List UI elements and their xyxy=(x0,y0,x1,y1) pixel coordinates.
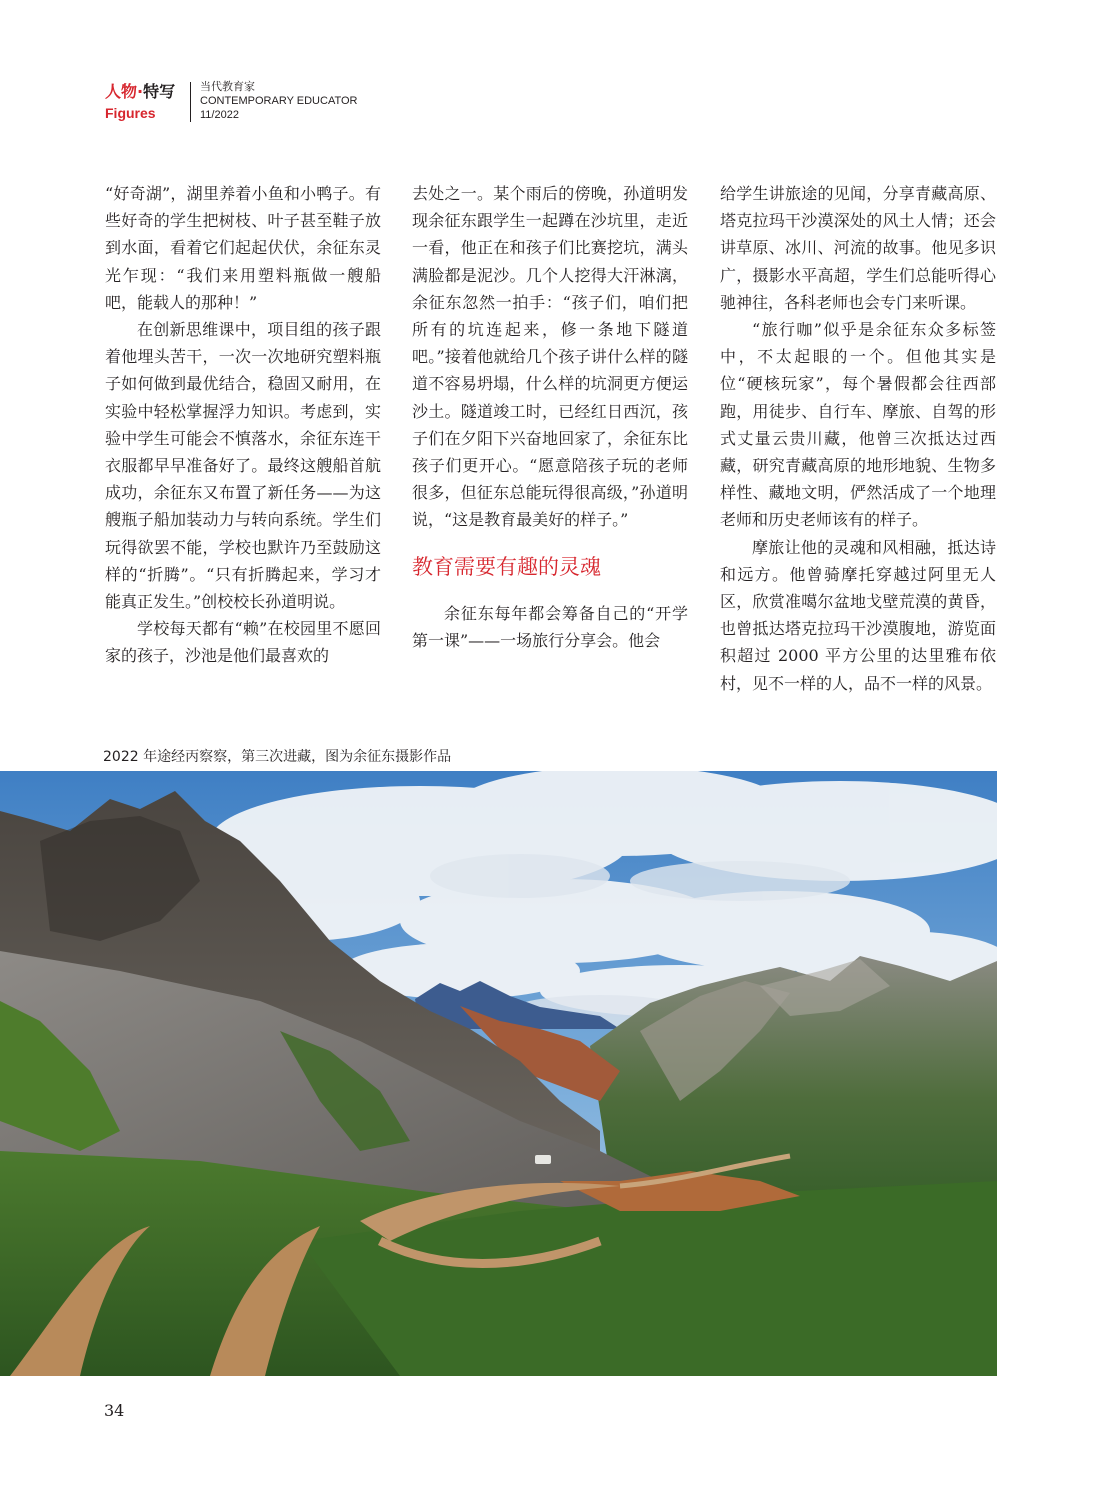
issue-number: 11/2022 xyxy=(200,109,239,121)
text-column-3 xyxy=(720,180,996,697)
section-title-en: Figures xyxy=(105,105,156,121)
header-divider xyxy=(190,82,191,122)
photo-caption: 2022 年途经丙察察，第三次进藏，图为余征东摄影作品 xyxy=(103,749,452,765)
magazine-info xyxy=(200,80,358,122)
magazine-name-en: CONTEMPORARY EDUCATOR xyxy=(200,95,358,107)
text-column-1 xyxy=(105,180,381,670)
paragraph: 摩旅让他的灵魂和风相融，抵达诗和远方。他曾骑摩托穿越过阿里无人区，欣赏准噶尔盆地戈壁荒漠的黄昏，也曾抵达塔克拉玛干沙漠腹地，游览面积超过 2000 平方公里的达里雅布依村，见不一样的人，品不一样的风景。 xyxy=(720,537,996,693)
section-heading: 教育需要有趣的灵魂 xyxy=(412,554,601,579)
page-number: 34 xyxy=(104,1401,125,1420)
paragraph: 学校每天都有“赖”在校园里不愿回家的孩子，沙池是他们最喜欢的 xyxy=(105,619,381,666)
paragraph: “旅行咖”似乎是余征东众多标签中，不太起眼的一个。但他其实是位“硬核玩家”，每个暑假都会往西部跑，用徒步、自行车、摩旅、自驾的形式丈量云贵川藏，他曾三次抵达过西藏，研究青藏高原的地形地貌、生物多样性、藏地文明，俨然活成了一个地理老师和历史老师该有的样子。 xyxy=(720,320,996,530)
section-label xyxy=(105,82,175,122)
paragraph: 给学生讲旅途的见闻，分享青藏高原、塔克拉玛干沙漠深处的风土人情；还会讲草原、冰川、河流的故事。他见多识广，摄影水平高超，学生们总能听得心驰神往，各科老师也会专门来听课。 xyxy=(720,184,996,312)
paragraph: “好奇湖”，湖里养着小鱼和小鸭子。有些好奇的学生把树枝、叶子甚至鞋子放到水面，看着它们起起伏伏，余征东灵光乍现：“我们来用塑料瓶做一艘船吧，能载人的那种！” xyxy=(105,184,381,312)
paragraph: 余征东每年都会筹备自己的“开学第一课”——一场旅行分享会。他会 xyxy=(412,603,688,650)
landscape-illustration xyxy=(0,771,997,1376)
section-title: 人物·特写 xyxy=(105,82,176,101)
mountain-landscape-photo xyxy=(0,771,997,1376)
magazine-name-cn: 当代教育家 xyxy=(200,81,255,93)
paragraph: 在创新思维课中，项目组的孩子跟着他埋头苦干，一次一次地研究塑料瓶子如何做到最优结合，稳固又耐用，在实验中轻松掌握浮力知识。考虑到，实验中学生可能会不慎落水，余征东连干衣服都早早准备好了。最终这艘船首航成功，余征东又布置了新任务——为这艘瓶子船加装动力与转向系统。学生们玩得欲罢不能，学校也默许乃至鼓励这样的“折腾”。“只有折腾起来，学习才能真正发生。”创校校长孙道明说。 xyxy=(105,320,381,612)
paragraph: 去处之一。某个雨后的傍晚，孙道明发现余征东跟学生一起蹲在沙坑里，走近一看，他正在和孩子们比赛挖坑，满头满脸都是泥沙。几个人挖得大汗淋漓，余征东忽然一拍手：“孩子们，咱们把所有的坑连起来，修一条地下隧道吧。”接着他就给几个孩子讲什么样的隧道不容易坍塌，什么样的坑洞更方便运沙土。隧道竣工时，已经红日西沉，孩子们在夕阳下兴奋地回家了，余征东比孩子们更开心。“愿意陪孩子玩的老师很多，但征东总能玩得很高级，”孙道明说，“这是教育最美好的样子。” xyxy=(412,184,688,530)
text-column-2 xyxy=(412,180,688,654)
